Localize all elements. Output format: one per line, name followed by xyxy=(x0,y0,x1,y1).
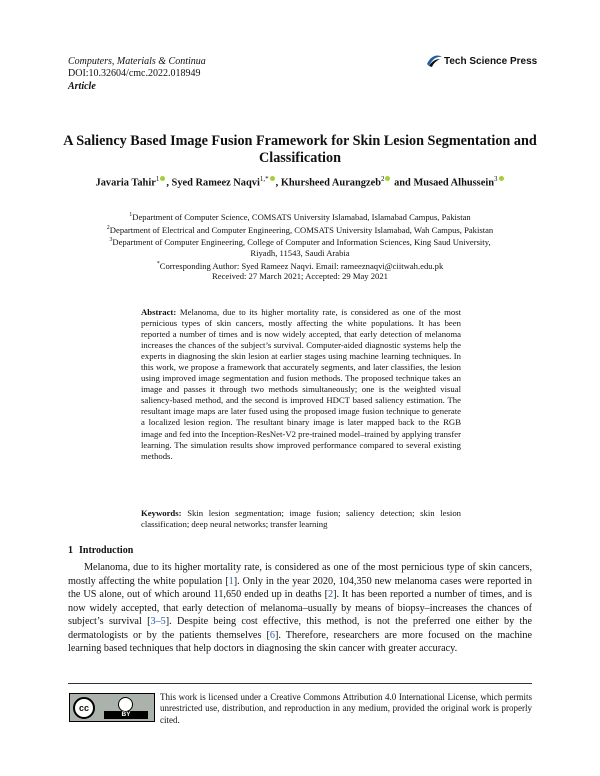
author-affil-mark: 1 xyxy=(155,175,160,183)
cc-by-license-badge[interactable] xyxy=(69,693,155,722)
affiliation-line xyxy=(70,223,530,236)
paragraph-text: ]. Only in the year 2020, 104,350 new melanoma cases were reported in the US alone, out of which around 11,650 ended up in deaths [ xyxy=(68,575,532,600)
paragraph-text: ]. Therefore, researchers are more focused on the machine learning based techniques that help doctors in diagnosing the skin cancer with greater accuracy. xyxy=(68,629,532,654)
affiliation-line xyxy=(70,235,530,248)
tech-science-swoosh-icon xyxy=(425,53,443,69)
affiliations xyxy=(70,210,530,282)
section-number: 1 xyxy=(68,545,73,556)
affiliation-mark: 1 xyxy=(129,212,133,218)
keywords xyxy=(141,508,461,530)
affiliation-text: Department of Computer Engineering, College of Computer and Information Sciences, King Saud University, xyxy=(112,237,491,248)
abstract-label: Abstract: xyxy=(141,307,177,317)
author-separator: , xyxy=(166,177,172,189)
corresponding-author xyxy=(70,259,530,272)
citation-link[interactable]: 1 xyxy=(228,575,234,587)
author-name: Javaria Tahir xyxy=(95,177,156,189)
affiliation-line xyxy=(70,210,530,223)
abstract xyxy=(141,307,461,462)
author-separator: and xyxy=(391,177,414,189)
affiliation-mark: 3 xyxy=(109,237,113,244)
received-accepted-dates xyxy=(70,271,530,282)
introduction-paragraph xyxy=(68,561,532,656)
author-affil-mark: 1,* xyxy=(259,175,269,183)
author-name: Musaed Alhussein xyxy=(413,177,494,189)
paragraph-text: ]. Despite being cost effective, this method, is not the preferred one either by the dermatologists or by the patients themselves [ xyxy=(68,616,532,641)
paragraph-text: ]. It has been reported a number of times, and is now widely accepted, that early detection of melanoma–usually by means of biopsy–increases the chances of subject’s survival [ xyxy=(68,589,532,627)
document-type: Article xyxy=(68,81,96,92)
keywords-text: Skin lesion segmentation; image fusion; saliency detection; skin lesion classification; deep neural networks; transfer learning xyxy=(141,508,462,530)
citation-link[interactable]: 3–5 xyxy=(150,616,166,627)
keywords-label: Keywords: xyxy=(141,508,182,518)
affiliation-mark: * xyxy=(156,260,160,267)
author-name: Khursheed Aurangzeb xyxy=(280,177,381,189)
affiliation-line xyxy=(70,248,530,259)
journal-name: Computers, Materials & Continua xyxy=(68,56,206,67)
paper-title: A Saliency Based Image Fusion Framework for Skin Lesion Segmentation and Classification xyxy=(63,133,537,166)
attribution-person-icon xyxy=(118,697,133,712)
creative-commons-icon: cc xyxy=(73,697,95,719)
paragraph-text: Melanoma, due to its higher mortality rate, is considered as one of the most pernicious type of skin cancers, mostly affecting the white population [ xyxy=(68,562,532,587)
author-list xyxy=(60,173,540,189)
citation-link[interactable]: 6 xyxy=(269,629,275,641)
section-title: Introduction xyxy=(79,545,134,556)
corresponding-author-text: Corresponding Author: Syed Rameez Naqvi. Email: rameeznaqvi@ciitwah.edu.pk xyxy=(159,260,444,271)
publisher-name: Tech Science Press xyxy=(444,55,538,67)
orcid-icon[interactable] xyxy=(499,176,504,181)
orcid-icon[interactable] xyxy=(385,176,390,181)
orcid-icon[interactable] xyxy=(160,176,165,181)
orcid-icon[interactable] xyxy=(270,176,275,181)
citation-link[interactable]: 2 xyxy=(327,589,334,600)
author-affil-mark: 3 xyxy=(494,175,498,183)
author-separator: , xyxy=(275,177,281,189)
author-affil-mark: 2 xyxy=(380,175,385,183)
affiliation-mark: 2 xyxy=(106,224,110,231)
by-label: BY xyxy=(104,711,148,719)
license-text: This work is licensed under a Creative Commons Attribution 4.0 International License, which permits unrestricted use, distribution, and reproduction in any medium, provided the original work is properly cited. xyxy=(160,692,532,725)
affiliation-text: Department of Computer Science, COMSATS University Islamabad, Islamabad Campus, Pakistan xyxy=(132,211,471,222)
author-name: Syed Rameez Naqvi xyxy=(171,177,260,189)
dates-text: Received: 27 March 2021; Accepted: 29 May 2021 xyxy=(212,271,388,282)
affiliation-text: Department of Electrical and Computer Engineering, COMSATS University Islamabad, Wah Campus, Pakistan xyxy=(109,224,494,235)
affiliation-text: Riyadh, 11543, Saudi Arabia xyxy=(250,247,350,258)
section-heading xyxy=(68,545,133,557)
doi[interactable]: DOI:10.32604/cmc.2022.018949 xyxy=(68,68,201,79)
abstract-text: Melanoma, due to its higher mortality rate, is considered as one of the most pernicious types of skin cancers, mostly affecting the white populations. It has been reported a number of times and is now widely accepted, that early detection of melanoma increases the chances of the subject’s survival. Computer-aided diagnostic systems help the experts in diagnosing the skin lesion at earlier stages using machine learning techniques. In this work, we propose a framework that accurately segments, and later classifies, the lesion using improved image segmentation and fusion methods. The proposed technique takes an image and passes it through two methods simultaneously; one is the weighted visual saliency-based method, and the second is improved HDCT based saliency estimation. The resultant image maps are later fused using the proposed image fusion technique to generate a localized lesion region. The resultant binary image is later mapped back to the RGB image and fed into the Inception-ResNet-V2 pre-trained model–trained by applying transfer learning. The simulation results show improved performance compared to several existing methods. xyxy=(141,307,461,461)
publisher-logo xyxy=(425,53,537,69)
footer-divider xyxy=(68,683,532,684)
attribution-block xyxy=(100,696,152,719)
